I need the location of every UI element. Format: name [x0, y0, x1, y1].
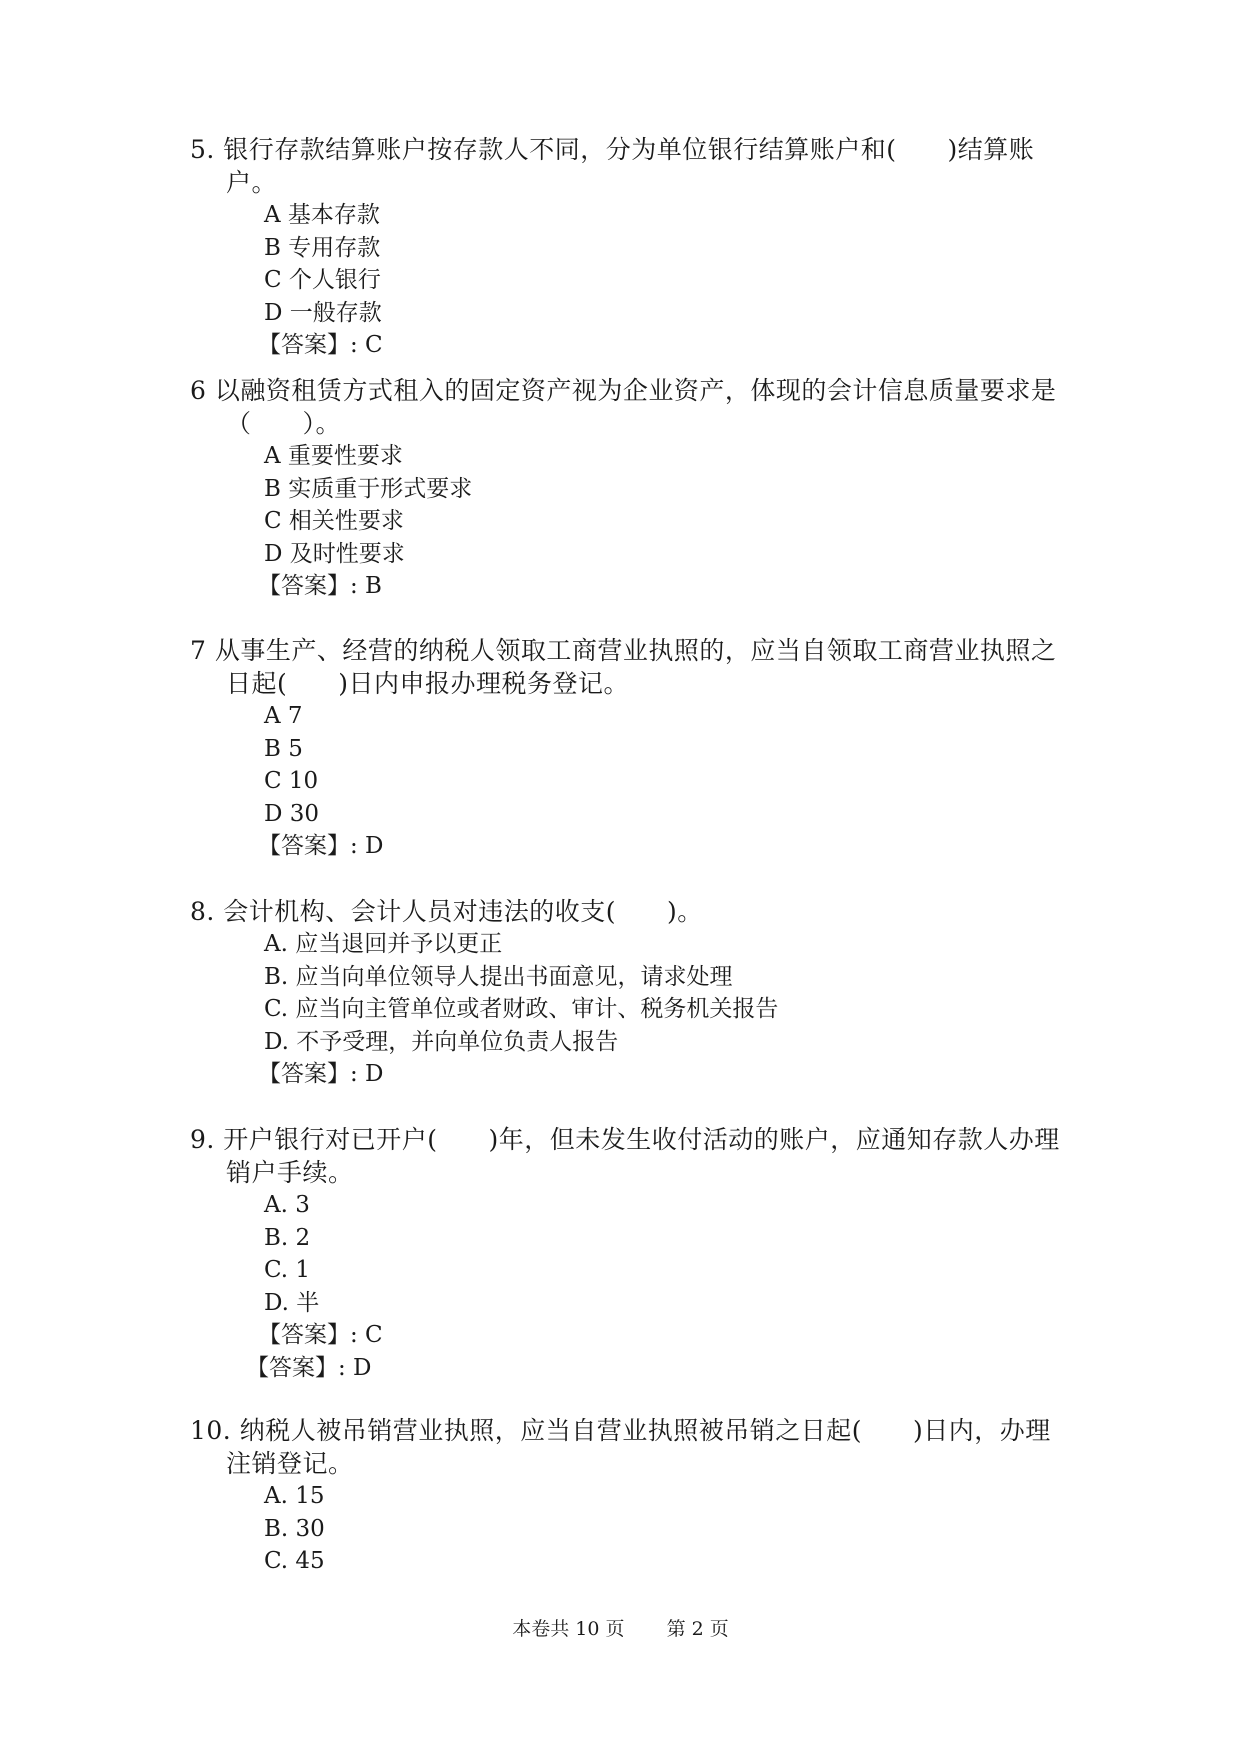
option-b: B 实质重于形式要求 [264, 475, 473, 502]
option-b: B. 应当向单位领导人提出书面意见，请求处理 [264, 963, 733, 990]
option-c: C. 应当向主管单位或者财政、审计、税务机关报告 [264, 996, 779, 1022]
page-footer [0, 1614, 1241, 1641]
question-10 [190, 1414, 1070, 1578]
option-a: A 重要性要求 [264, 443, 403, 469]
answer: 【答案】: B [258, 573, 382, 599]
option-a: A 基本存款 [264, 202, 380, 228]
question-stem: 7 从事生产、经营的纳税人领取工商营业执照的，应当自领取工商营业执照之日起( )日内申报办理税务登记。 [190, 636, 1057, 698]
option-d: D 30 [264, 800, 320, 827]
question-stem: 6 以融资租赁方式租入的固定资产视为企业资产，体现的会计信息质量要求是（ ）。 [190, 376, 1057, 438]
option-c: C 相关性要求 [264, 508, 404, 534]
answer: 【答案】: C [258, 1322, 383, 1348]
option-d: D. 不予受理，并向单位负责人报告 [264, 1028, 619, 1055]
option-b: B. 2 [264, 1224, 311, 1251]
option-d: D. 半 [264, 1289, 320, 1316]
option-c: C 个人银行 [264, 267, 381, 293]
option-a: A 7 [264, 703, 303, 729]
option-a: A. 应当退回并予以更正 [264, 931, 503, 957]
option-a: A. 3 [264, 1192, 310, 1218]
option-b: B 专用存款 [264, 234, 381, 261]
option-a: A. 15 [264, 1483, 325, 1509]
answer: 【答案】: C [258, 332, 383, 358]
question-stem: 10. 纳税人被吊销营业执照，应当自营业执照被吊销之日起( )日内，办理注销登记。 [190, 1416, 1051, 1478]
question-9 [190, 1123, 1070, 1384]
option-c: C. 45 [264, 1548, 325, 1574]
question-stem: 9. 开户银行对已开户( )年，但未发生收付活动的账户，应通知存款人办理销户手续。 [190, 1125, 1060, 1187]
question-5 [190, 133, 1070, 362]
question-stem: 8. 会计机构、会计人员对违法的收支( )。 [190, 897, 703, 926]
option-d: D 及时性要求 [264, 540, 405, 567]
option-b: B 5 [264, 735, 303, 762]
answer-extra: 【答案】: D [246, 1354, 372, 1381]
option-d: D 一般存款 [264, 299, 382, 326]
question-stem: 5. 银行存款结算账户按存款人不同，分为单位银行结算账户和( )结算账户。 [190, 135, 1035, 197]
answer: 【答案】: D [258, 1061, 384, 1087]
question-8 [190, 895, 1070, 1091]
page-total: 本卷共 10 页 [512, 1618, 625, 1640]
option-b: B. 30 [264, 1515, 325, 1542]
page-number: 第 2 页 [666, 1618, 729, 1640]
option-c: C. 1 [264, 1257, 311, 1283]
option-c: C 10 [264, 768, 319, 794]
question-6 [190, 374, 1070, 603]
answer: 【答案】: D [258, 833, 384, 859]
question-7 [190, 634, 1070, 863]
